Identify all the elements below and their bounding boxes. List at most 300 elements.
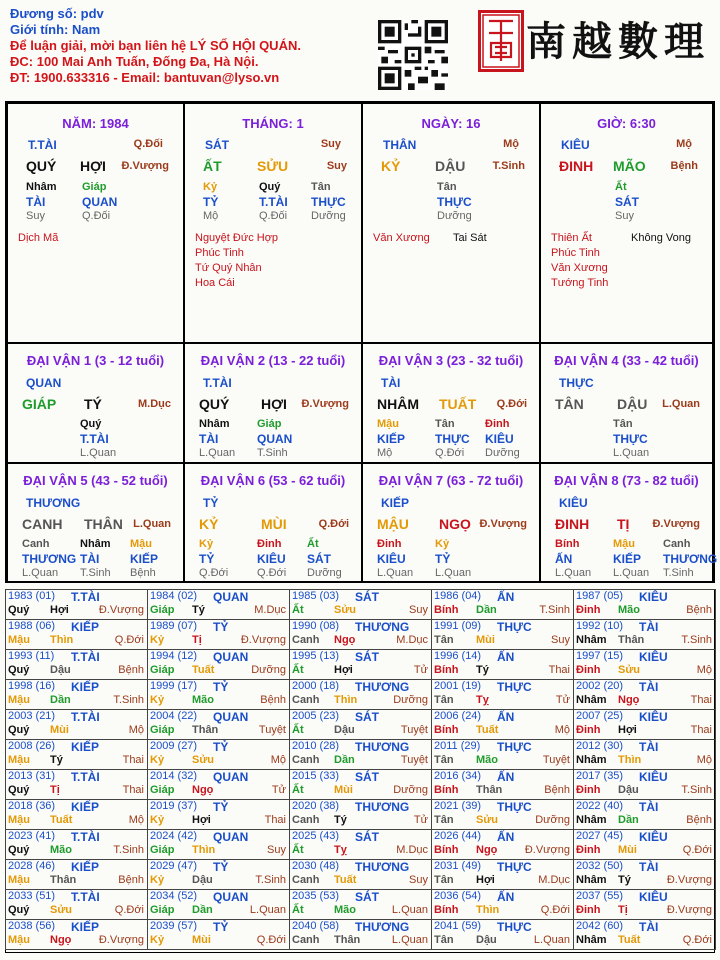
year-status: Tuyệt	[400, 754, 428, 766]
dai-van-cell	[184, 463, 362, 583]
dai-van-hidden-status: T.Sinh	[663, 567, 694, 579]
year-status: Mộ	[554, 724, 570, 736]
year-status: L.Quan	[249, 904, 286, 916]
year-status: M.Dục	[396, 634, 428, 646]
year-god: ẤN	[497, 590, 515, 604]
hidden-status: Suy	[615, 210, 634, 222]
year-branch: Thìn	[334, 694, 358, 706]
year-cell	[5, 829, 148, 860]
year-status: Tử	[413, 814, 428, 826]
year-label: 1995 (13)	[292, 650, 340, 662]
year-status: Bệnh	[118, 874, 144, 886]
year-god: THỰC	[497, 740, 532, 754]
year-branch: Ngọ	[192, 784, 214, 796]
year-cell	[289, 619, 432, 650]
dai-van-branch: NGỌ	[439, 516, 471, 532]
gioi-tinh-label: Giới tính:	[10, 22, 69, 37]
dai-van-title: ĐẠI VẬN 2 (13 - 22 tuổi)	[200, 353, 346, 368]
year-status: Dưỡng	[535, 814, 570, 826]
chart-header	[10, 6, 370, 86]
year-status: L.Quan	[391, 934, 428, 946]
year-cell	[573, 649, 716, 680]
year-stem: Giáp	[150, 904, 175, 916]
hidden-god: T.TÀI	[259, 195, 288, 209]
year-stem: Tân	[434, 874, 454, 886]
year-god: THỰC	[497, 860, 532, 874]
year-status: Mộ	[128, 814, 144, 826]
shensha-star: Nguyệt Đức Hợp	[195, 232, 279, 244]
dai-van-title: ĐẠI VẬN 6 (53 - 62 tuổi)	[200, 473, 346, 488]
year-stem: Đinh	[576, 784, 601, 796]
year-stem: Giáp	[150, 724, 175, 736]
year-branch: Tý	[476, 664, 489, 676]
dai-van-hidden-status: Mộ	[377, 447, 393, 459]
year-branch: Mão	[192, 694, 214, 706]
pillar-stem: KỶ	[381, 158, 401, 174]
dai-van-stem: ĐINH	[555, 516, 590, 532]
year-label: 1996 (14)	[434, 650, 482, 662]
pillar-stem: QUÝ	[26, 158, 57, 174]
year-cell	[147, 709, 290, 740]
year-cell	[431, 889, 574, 920]
year-label: 1993 (11)	[8, 650, 55, 662]
year-god: T.TÀI	[71, 890, 100, 904]
year-stem: Giáp	[150, 844, 175, 856]
year-god: TÀI	[639, 860, 659, 874]
dai-van-stem: GIÁP	[22, 396, 57, 412]
dai-van-hidden-status: L.Quan	[435, 567, 472, 579]
year-god: KIÊU	[639, 890, 668, 904]
year-label: 1992 (10)	[576, 620, 624, 632]
year-stem: Canh	[292, 934, 320, 946]
shensha-star: Dịch Mã	[18, 232, 59, 244]
year-god: QUAN	[213, 830, 249, 844]
year-stem: Đinh	[576, 604, 601, 616]
year-branch: Tý	[618, 874, 631, 886]
pillar-cell	[184, 103, 362, 343]
pillar-god-right: Suy	[320, 138, 341, 150]
gioi-tinh-value: Nam	[71, 22, 101, 37]
year-label: 2028 (46)	[8, 860, 56, 872]
dai-van-hidden-stem: Kỷ	[435, 538, 450, 550]
dai-van-hidden-god: TỶ	[435, 552, 451, 566]
year-stem: Nhâm	[576, 934, 607, 946]
year-god: THƯƠNG	[355, 920, 410, 934]
year-label: 2031 (49)	[434, 860, 482, 872]
year-branch: Sửu	[192, 754, 215, 766]
year-god: TÀI	[639, 740, 659, 754]
year-label: 2010 (28)	[292, 740, 340, 752]
year-label: 1991 (09)	[434, 620, 482, 632]
shensha-star: Văn Xương	[551, 262, 608, 274]
year-status: Tuyệt	[400, 724, 428, 736]
dai-van-hidden-stem: Mậu	[377, 418, 399, 430]
dai-van-title: ĐẠI VẬN 1 (3 - 12 tuổi)	[26, 353, 165, 368]
year-cell	[431, 919, 574, 950]
year-status: M.Dục	[254, 604, 286, 616]
year-god: KIẾP	[71, 740, 100, 754]
year-cell	[431, 709, 574, 740]
pillar-branch: MÃO	[613, 158, 646, 174]
shensha-star: Thiên Ất	[551, 232, 592, 244]
dai-van-hidden-stem: Canh	[22, 538, 50, 550]
shensha-star: Phúc Tinh	[551, 247, 600, 259]
pillar-title: NGÀY: 16	[421, 116, 481, 131]
hidden-god: TỶ	[203, 195, 219, 209]
year-stem: Nhâm	[576, 814, 607, 826]
hidden-god: THỰC	[311, 195, 346, 209]
year-stem: Tân	[434, 754, 454, 766]
dai-van-god: TỶ	[203, 496, 219, 510]
year-stem: Canh	[292, 694, 320, 706]
year-status: Đ.Vượng	[98, 934, 144, 946]
dai-van-cell	[184, 343, 362, 463]
hidden-stem: Tân	[437, 181, 457, 193]
year-status: Q.Đới	[682, 934, 712, 946]
year-status: Bệnh	[544, 784, 570, 796]
year-status: Đ.Vượng	[666, 874, 712, 886]
year-stem: Quý	[8, 604, 30, 616]
year-god: SÁT	[355, 890, 379, 904]
year-status: Suy	[409, 604, 428, 616]
year-branch: Dần	[334, 754, 355, 766]
year-stem: Quý	[8, 664, 30, 676]
pillar-status: Bệnh	[670, 160, 698, 172]
year-stem: Tân	[434, 934, 454, 946]
year-label: 2015 (33)	[292, 770, 340, 782]
year-label: 2020 (38)	[292, 800, 340, 812]
year-branch: Thìn	[618, 754, 642, 766]
year-stem: Mậu	[8, 934, 30, 946]
year-cell	[147, 679, 290, 710]
year-cell	[431, 619, 574, 650]
year-label: 2039 (57)	[150, 920, 198, 932]
yearly-luck-table	[5, 589, 715, 953]
dai-van-god: KIÊU	[559, 496, 588, 510]
dai-van-title: ĐẠI VẬN 5 (43 - 52 tuổi)	[23, 473, 168, 488]
year-cell	[5, 679, 148, 710]
dai-van-hidden-status: L.Quan	[613, 447, 650, 459]
dai-van-hidden-god: THƯƠNG	[22, 552, 77, 566]
year-status: Thai	[548, 664, 570, 676]
bazi-chart	[5, 101, 718, 583]
year-branch: Ngọ	[50, 934, 72, 946]
pillar-god-right: Mộ	[676, 138, 692, 150]
year-label: 1997 (15)	[576, 650, 624, 662]
year-cell	[573, 619, 716, 650]
year-status: T.Sinh	[681, 634, 712, 646]
shensha-star: Văn Xương	[373, 232, 430, 244]
year-status: Bệnh	[260, 694, 286, 706]
dai-van-hidden-god: QUAN	[257, 432, 293, 446]
year-label: 2007 (25)	[576, 710, 624, 722]
dai-van-branch: MÙI	[261, 516, 287, 532]
year-cell	[573, 919, 716, 950]
dai-van-god: THỰC	[559, 376, 594, 390]
shensha-star: Tứ Quý Nhân	[195, 262, 262, 274]
year-god: QUAN	[213, 890, 249, 904]
year-branch: Mão	[476, 754, 498, 766]
dai-van-hidden-god: ẤN	[555, 552, 573, 566]
pillar-status: Suy	[326, 160, 347, 172]
year-branch: Hợi	[50, 604, 69, 616]
year-branch: Tị	[192, 634, 202, 646]
year-stem: Nhâm	[576, 634, 607, 646]
year-branch: Mùi	[476, 634, 495, 646]
year-cell	[5, 859, 148, 890]
year-status: Mộ	[128, 724, 144, 736]
dai-van-god: T.TÀI	[203, 376, 232, 390]
year-branch: Hợi	[334, 664, 353, 676]
year-god: T.TÀI	[71, 770, 100, 784]
year-stem: Kỷ	[150, 694, 165, 706]
year-stem: Kỷ	[150, 934, 165, 946]
year-status: Tử	[413, 664, 428, 676]
year-branch: Tý	[50, 754, 63, 766]
year-stem: Kỷ	[150, 874, 165, 886]
year-label: 2006 (24)	[434, 710, 482, 722]
year-status: L.Quan	[533, 934, 570, 946]
year-branch: Tý	[192, 604, 205, 616]
year-status: Suy	[409, 874, 428, 886]
year-branch: Thân	[50, 874, 77, 886]
year-stem: Canh	[292, 874, 320, 886]
year-stem: Giáp	[150, 604, 175, 616]
dai-van-status: M.Dục	[138, 398, 171, 410]
dai-van-hidden-god: THỰC	[613, 432, 648, 446]
year-cell	[147, 799, 290, 830]
year-cell	[289, 679, 432, 710]
year-stem: Đinh	[576, 724, 601, 736]
year-branch: Thìn	[192, 844, 216, 856]
year-stem: Đinh	[576, 844, 601, 856]
year-label: 1988 (06)	[8, 620, 56, 632]
hidden-god: SÁT	[615, 195, 639, 209]
year-god: TỶ	[213, 740, 229, 754]
year-god: T.TÀI	[71, 650, 100, 664]
year-status: Tuyệt	[542, 754, 570, 766]
year-god: TÀI	[639, 920, 659, 934]
dai-van-hidden-stem: Nhâm	[199, 418, 230, 430]
year-god: KIÊU	[639, 590, 668, 604]
year-stem: Mậu	[8, 634, 30, 646]
dai-van-branch: HỢI	[261, 396, 287, 412]
year-status: Tử	[271, 784, 286, 796]
dai-van-hidden-status: Q.Đới	[257, 567, 287, 579]
dai-van-cell	[362, 343, 540, 463]
dai-van-hidden-god: THỰC	[435, 432, 470, 446]
dai-van-status: Đ.Vượng	[301, 398, 349, 410]
year-stem: Nhâm	[576, 694, 607, 706]
year-cell	[5, 739, 148, 770]
year-god: THỰC	[497, 800, 532, 814]
year-stem: Bính	[434, 724, 459, 736]
hidden-stem: Kỷ	[203, 181, 218, 193]
year-status: T.Sinh	[113, 694, 144, 706]
year-branch: Dần	[476, 604, 497, 616]
year-stem: Tân	[434, 694, 454, 706]
year-branch: Mùi	[618, 844, 637, 856]
year-cell	[5, 649, 148, 680]
year-status: Thai	[690, 694, 712, 706]
year-cell	[431, 769, 574, 800]
year-god: SÁT	[355, 710, 379, 724]
year-cell	[147, 889, 290, 920]
year-cell	[147, 739, 290, 770]
year-cell	[573, 769, 716, 800]
year-branch: Tý	[334, 814, 347, 826]
year-branch: Ngọ	[334, 634, 356, 646]
year-label: 1985 (03)	[292, 590, 340, 602]
year-label: 2009 (27)	[150, 740, 198, 752]
year-label: 2040 (58)	[292, 920, 340, 932]
pillar-branch: SỬU	[257, 158, 289, 174]
hidden-status: Q.Đối	[259, 210, 288, 222]
year-cell	[147, 619, 290, 650]
year-branch: Mùi	[192, 934, 211, 946]
year-cell	[573, 799, 716, 830]
year-stem: Mậu	[8, 694, 30, 706]
year-cell	[5, 619, 148, 650]
year-label: 1983 (01)	[8, 590, 56, 602]
hidden-god: QUAN	[82, 195, 118, 209]
year-label: 2004 (22)	[150, 710, 198, 722]
year-status: T.Sinh	[539, 604, 570, 616]
year-stem: Kỷ	[150, 814, 165, 826]
pillar-cell	[7, 103, 184, 343]
dai-van-stem: NHÂM	[377, 396, 419, 412]
dai-van-god: TÀI	[381, 376, 401, 390]
year-status: Đ.Vượng	[98, 604, 144, 616]
year-branch: Thân	[192, 724, 219, 736]
year-label: 2013 (31)	[8, 770, 56, 782]
year-branch: Mão	[618, 604, 640, 616]
dai-van-cell	[362, 463, 540, 583]
year-label: 1986 (04)	[434, 590, 482, 602]
dai-van-status: Đ.Vượng	[652, 518, 700, 530]
dai-van-hidden-stem: Đinh	[377, 538, 402, 550]
year-cell	[289, 739, 432, 770]
year-branch: Hợi	[618, 724, 637, 736]
year-god: ẤN	[497, 650, 515, 664]
year-branch: Thìn	[50, 634, 74, 646]
year-label: 2019 (37)	[150, 800, 198, 812]
year-cell	[147, 769, 290, 800]
year-god: ẤN	[497, 830, 515, 844]
dai-van-hidden-stem: Mậu	[130, 538, 152, 550]
dai-van-hidden-stem: Giáp	[257, 418, 282, 430]
year-stem: Kỷ	[150, 634, 165, 646]
year-god: KIẾP	[71, 920, 100, 934]
year-cell	[289, 709, 432, 740]
year-stem: Canh	[292, 634, 320, 646]
pillar-title: THÁNG: 1	[242, 116, 304, 131]
year-label: 2012 (30)	[576, 740, 624, 752]
year-god: KIẾP	[71, 800, 100, 814]
year-god: TÀI	[639, 680, 659, 694]
dai-van-hidden-status: Q.Đới	[199, 567, 229, 579]
dai-van-hidden-status: L.Quan	[555, 567, 592, 579]
dai-van-hidden-god: KIẾP	[613, 552, 642, 566]
year-god: SÁT	[355, 830, 379, 844]
pillar-title: GIỜ: 6:30	[597, 116, 656, 131]
dai-van-hidden-status: Bệnh	[130, 567, 156, 579]
year-stem: Nhâm	[576, 874, 607, 886]
year-god: QUAN	[213, 590, 249, 604]
year-branch: Tị	[50, 784, 60, 796]
year-stem: Kỷ	[150, 754, 165, 766]
year-cell	[573, 739, 716, 770]
year-god: THƯƠNG	[355, 740, 410, 754]
dai-van-status: Đ.Vượng	[479, 518, 527, 530]
year-status: Thai	[122, 754, 144, 766]
pillar-stem: ẤT	[203, 158, 222, 174]
year-god: TỶ	[213, 800, 229, 814]
dai-van-stem: TÂN	[555, 396, 584, 412]
dai-van-hidden-stem: Canh	[663, 538, 691, 550]
year-stem: Bính	[434, 784, 459, 796]
dai-van-god: QUAN	[26, 376, 62, 390]
dai-van-hidden-stem: Đinh	[257, 538, 282, 550]
year-god: KIÊU	[639, 650, 668, 664]
year-label: 2034 (52)	[150, 890, 198, 902]
dai-van-cell	[540, 343, 713, 463]
year-label: 2030 (48)	[292, 860, 340, 872]
pillar-god-left: KIÊU	[561, 138, 590, 152]
dai-van-hidden-status: T.Sinh	[257, 447, 288, 459]
year-branch: Tuất	[50, 814, 73, 826]
year-cell	[147, 919, 290, 950]
contact-line-1: Để luận giải, mời bạn liên hệ LÝ SỐ HỘI QUÁN.	[10, 38, 301, 53]
year-status: Bệnh	[118, 664, 144, 676]
year-status: Suy	[551, 634, 570, 646]
year-cell	[5, 799, 148, 830]
hidden-stem: Ất	[615, 181, 627, 193]
year-label: 2038 (56)	[8, 920, 56, 932]
year-status: Q.Đới	[256, 934, 286, 946]
year-branch: Tỵ	[334, 844, 347, 856]
year-cell	[289, 649, 432, 680]
year-branch: Hợi	[476, 874, 495, 886]
pillar-title: NĂM: 1984	[62, 116, 129, 131]
year-branch: Dần	[618, 814, 639, 826]
dai-van-hidden-stem: Nhâm	[80, 538, 111, 550]
year-stem: Đinh	[576, 904, 601, 916]
dai-van-status: Q.Đới	[496, 398, 527, 410]
year-status: Tử	[555, 694, 570, 706]
year-label: 2002 (20)	[576, 680, 624, 692]
year-label: 2035 (53)	[292, 890, 340, 902]
year-cell	[431, 679, 574, 710]
year-label: 2025 (43)	[292, 830, 340, 842]
year-god: THỰC	[497, 920, 532, 934]
year-cell	[5, 919, 148, 950]
pillar-god-right: Q.Đối	[133, 138, 163, 150]
year-god: ẤN	[497, 770, 515, 784]
year-god: SÁT	[355, 650, 379, 664]
dai-van-cell	[7, 343, 184, 463]
year-cell	[147, 649, 290, 680]
contact-line-2: ĐC: 100 Mai Anh Tuấn, Đống Đa, Hà Nội.	[10, 54, 259, 69]
year-branch: Thân	[334, 934, 361, 946]
dai-van-branch: TỊ	[617, 516, 630, 532]
year-cell	[573, 679, 716, 710]
dai-van-hidden-stem: Ất	[307, 538, 319, 550]
pillar-status: Đ.Vượng	[121, 160, 169, 172]
year-label: 2001 (19)	[434, 680, 482, 692]
dai-van-hidden-god: KIÊU	[377, 552, 406, 566]
dai-van-status: L.Quan	[133, 518, 171, 530]
